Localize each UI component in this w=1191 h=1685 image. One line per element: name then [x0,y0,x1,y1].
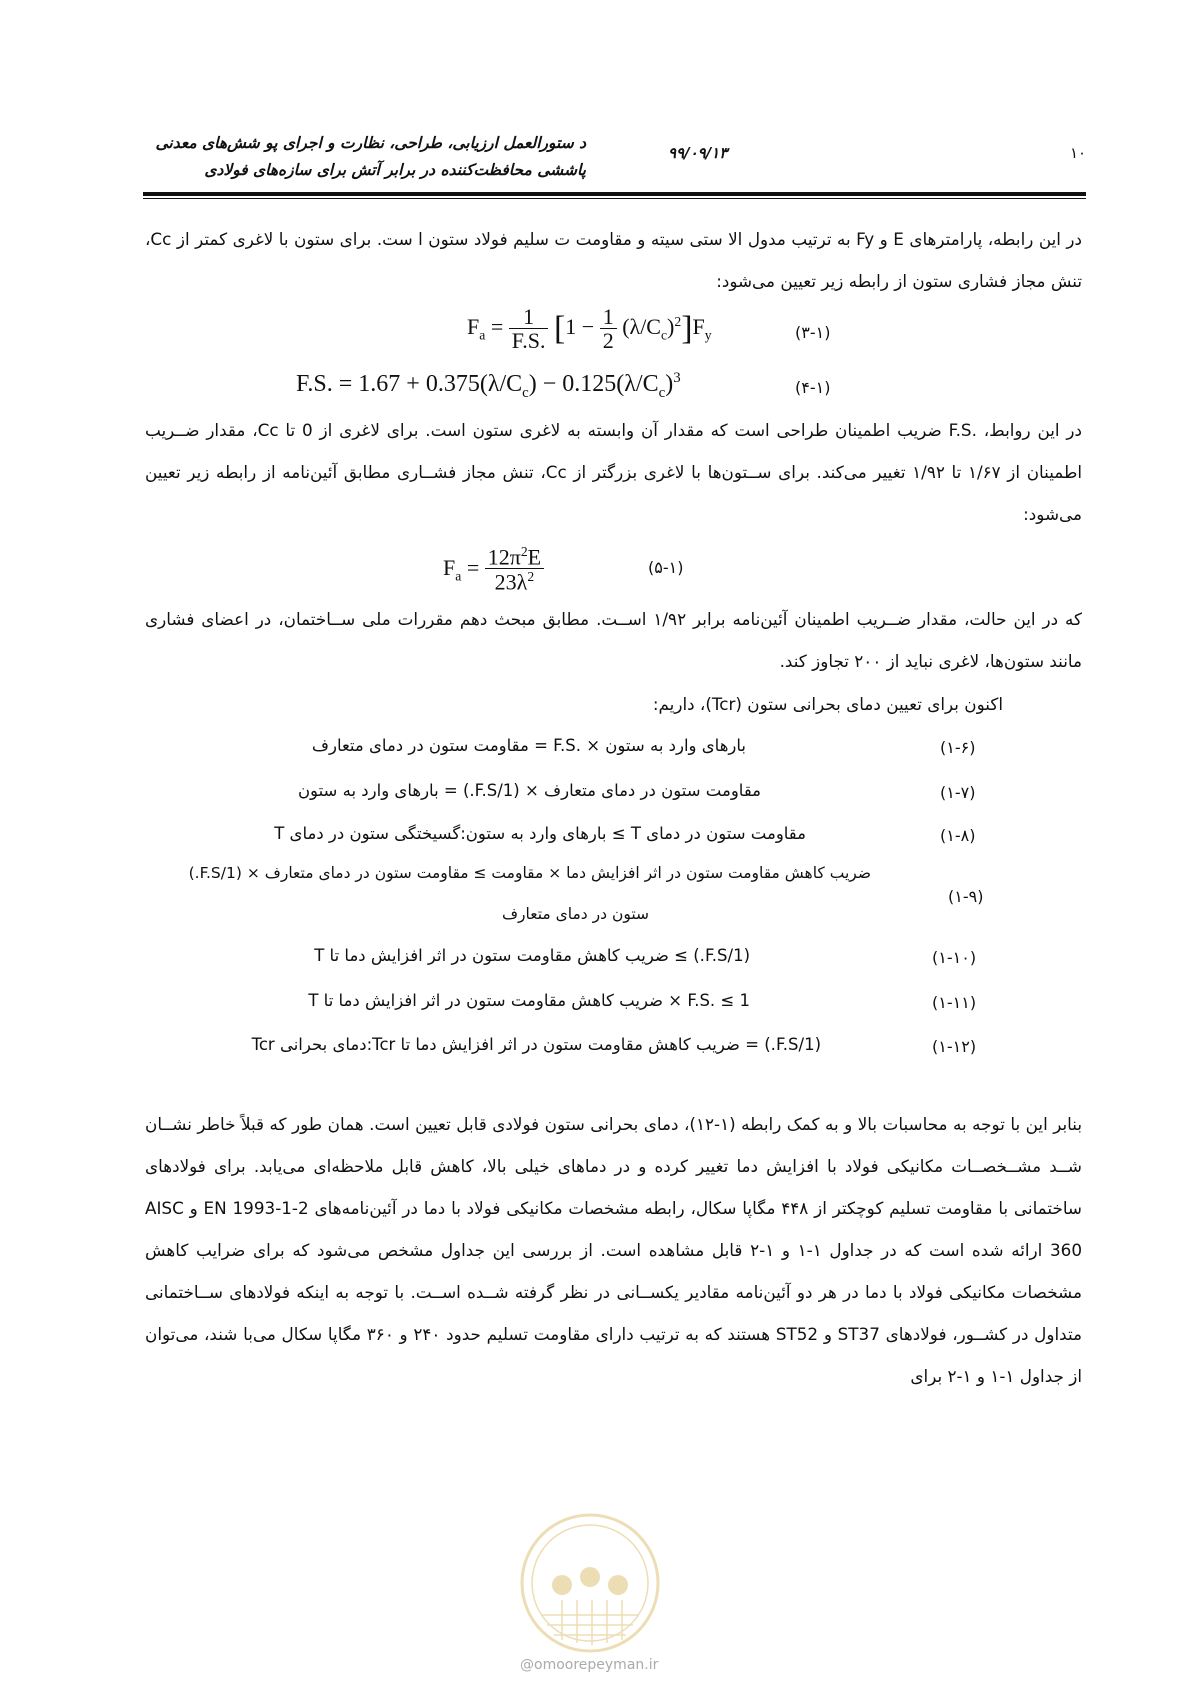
equation-4-1: F.S. = $1.67 + 0.375(\lambda/C_c) - 0.125(\lambda/C_c)^3$ [296,370,681,401]
relation-10: (1/F.S.) ≥ ضریب کاهش مقاومت ستون در اثر افزایش دما تا T [314,946,750,965]
paragraph-4: اکنون برای تعیین دمای بحرانی ستون (Tcr)، داریم: [652,694,1003,714]
relation-number-9: (۱-۹) [948,887,984,906]
paragraph-1: در این رابطه، پارامترهای E و Fy به ترتیب مدول الا ستی سیته و مقاومت ت سلیم فولاد ستون ا ست. برای ستون با لاغری کمتر از Cc، تنش مجاز فشاری ستون از رابطه زیر تعیین می‌شود: [145,229,1082,291]
equation-3-1: $F_a$ = $\frac{1}{F.S.}$ [1 − $\frac{1}{2}$ $(\lambda/C_c)^2]F_y$ [467,304,712,354]
paragraph-3: که در این حالت، مقدار ضــریب اطمینان آئین‌نامه برابر ۱/۹۲ اســت. مطابق مبحث دهم مقررات ملی ســاختمان، در اعضای فشاری مانند ستون‌ها، لاغری نباید از ۲۰۰ تجاوز کند. [145,609,1083,671]
header-title-line2: پاششی محافظت‌کننده در برابر آتش برای سازه‌های فولادی [204,161,586,179]
header-date: ۹۹/۰۹/۱۳ [668,144,728,162]
relation-12: (1/F.S.) = ضریب کاهش مقاومت ستون در اثر افزایش دما تا Tcr:دمای بحرانی Tcr [251,1035,821,1054]
relation-number-10: (۱-۱۰) [932,948,977,967]
watermark-url: @omoorepeyman.ir [520,1657,659,1673]
relation-number-11: (۱-۱۱) [932,993,977,1012]
relation-7: مقاومت ستون در دمای متعارف × (1/F.S.) = بارهای وارد به ستون [297,781,761,800]
equation-number-3-1: (۳-۱) [795,323,831,342]
paragraph-2: در این روابط، .F.S ضریب اطمینان طراحی است که مقدار آن وابسته به لاغری ستون است. برای لاغری از 0 تا Cc، مقدار ضــریب اطمینان از ۱/۶۷ تا ۱/۹۲ تغییر می‌کند. برای ســتون‌ها با لاغری بزرگتر از Cc، تنش مجاز فشــاری مطابق آئین‌نامه از رابطه زیر تعیین می‌شود: [145,420,1083,524]
relation-number-12: (۱-۱۲) [932,1037,977,1056]
watermark-logo-icon [502,1505,678,1655]
header-rule-thin [143,198,1086,199]
relation-number-7: (۱-۷) [940,783,976,802]
header-rule-thick [143,192,1086,196]
paragraph-5: بنابر این با توجه به محاسبات بالا و به کمک رابطه (۱-۱۲)، دمای بحرانی ستون فولادی قابل تعیین است. همان طور که قبلاً خاطر نشــان شــد مشــخصــات مکانیکی فولاد با افزایش دما تغییر کرده و در دماهای خیلی بالا، کاهش قابل ملاحظه‌ای می‌یابد. برای فولادهای ساختمانی با مقاومت تسلیم کوچکتر از ۴۴۸ مگاپا سکال، رابطه مشخصات مکانیکی فولاد با دما در آئین‌نامه‌های EN 1993-1-2 و AISC 360 ارائه شده است که در جداول ۱-۱ و ۱-۲ قابل مشاهده است. از بررسی این جداول مشخص می‌شود که برای ضرایب کاهش مشخصات مکانیکی فولاد با دما در هر دو آئین‌نامه مقادیر یکســانی در نظر گرفته شــده اســت. با توجه به اینکه فولادهای ســاختمانی متداول در کشــور، فولادهای ST37 و ST52 هستند که به ترتیب دارای مقاومت تسلیم حدود ۲۴۰ و ۳۶۰ مگاپا سکال می‌با شند، می‌توان از جداول ۱-۱ و ۱-۲ برای [145,1114,1083,1386]
relation-9-line1: ضریب کاهش مقاومت ستون در اثر افزایش دما × مقاومت ≥ مقاومت ستون در دمای متعارف × (1/F.S.) [188,864,871,882]
equation-5-1: $F_a$ = $\frac{12\pi^2E}{23\lambda^2}$ [443,545,544,595]
relation-number-8: (۱-۸) [940,826,976,845]
relation-6: بارهای وارد به ستون × .F.S = مقاومت ستون در دمای متعارف [311,736,746,755]
equation-number-5-1: (۵-۱) [648,558,684,577]
page-number: ۱۰ [1070,144,1087,162]
relation-number-6: (۱-۶) [940,738,976,757]
relation-8: مقاومت ستون در دمای T ≥ بارهای وارد به ستون:گسیختگی ستون در دمای T [274,824,806,843]
relation-9-line2: ستون در دمای متعارف [501,905,649,923]
relation-11: F.S. ≤ 1 × ضریب کاهش مقاومت ستون در اثر افزایش دما تا T [308,991,750,1010]
header-title-line1: د ستورالعمل ارزیابی، طراحی، نظارت و اجرای پو شش‌های معدنی [155,134,586,152]
header-title [66,130,586,184]
equation-number-4-1: (۴-۱) [795,378,831,397]
